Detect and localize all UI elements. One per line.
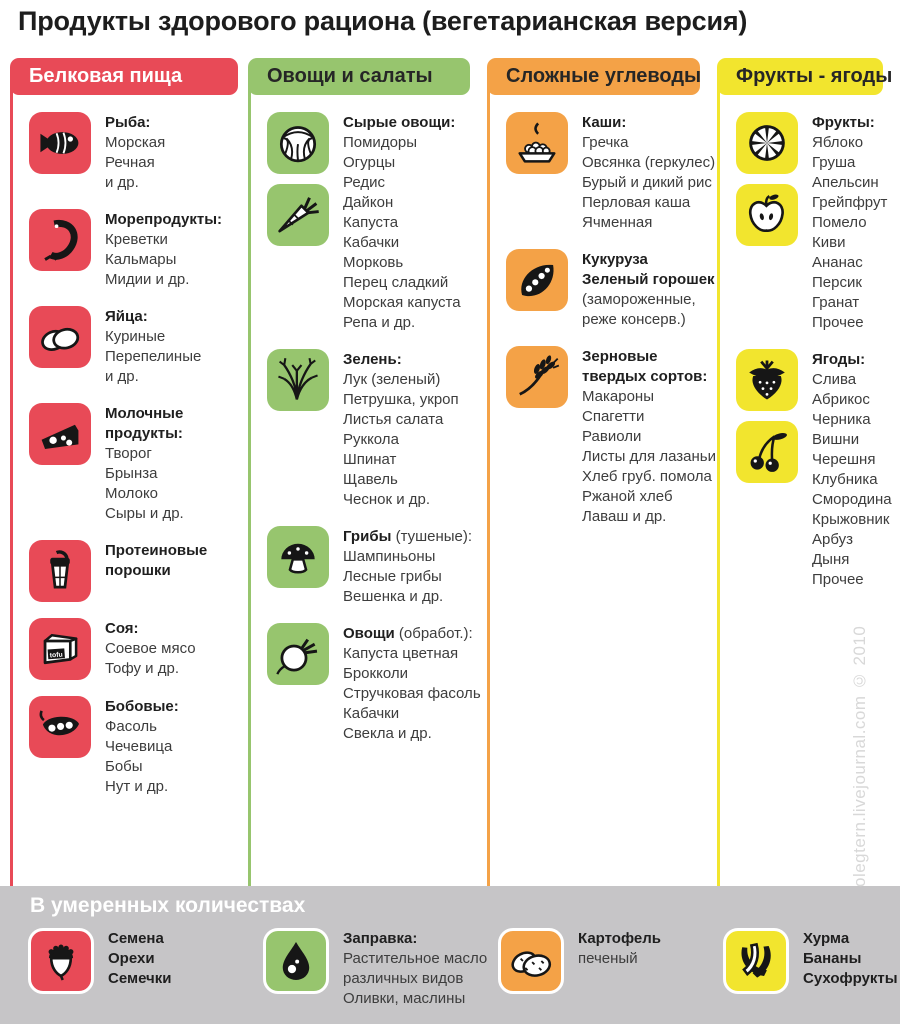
column-items — [717, 95, 892, 590]
item-icons — [267, 349, 329, 510]
item-icons — [723, 928, 789, 994]
item-title-bold: Каши: — [582, 114, 627, 131]
item-icons — [736, 349, 798, 590]
item-line: Бобы — [105, 758, 143, 775]
item-line-bold: Сухофрукты — [803, 970, 898, 987]
item-text — [343, 526, 472, 607]
item-line: Листы для лазаньи — [582, 448, 716, 465]
carrot-icon — [267, 184, 329, 246]
item-icons — [267, 526, 329, 607]
item-line: Капуста — [343, 214, 399, 231]
item-line: Перловая каша — [582, 194, 691, 211]
item-line: Прочее — [812, 571, 864, 588]
moderation-section-title: В умеренных количествах — [30, 894, 306, 917]
item-text — [582, 346, 716, 527]
item-line: Вешенка и др. — [343, 588, 444, 605]
watermark: olegtern.livejournal.com © 2010 — [850, 625, 869, 887]
item-line: Креветки — [105, 231, 168, 248]
item-line: Вишни — [812, 431, 860, 448]
item-title-line2: порошки — [105, 562, 171, 579]
item-title-bold: Морепродукты: — [105, 211, 223, 228]
item-line-bold: Семечки — [108, 970, 172, 987]
item-line: Стручковая фасоль — [343, 685, 481, 702]
item-line: Сыры и др. — [105, 505, 184, 522]
item-line: Помело — [812, 214, 867, 231]
column-header: Сложные углеводы — [487, 58, 700, 95]
food-item — [28, 928, 171, 994]
item-title-line2: продукты: — [105, 425, 183, 442]
eggs-icon — [29, 306, 91, 368]
item-text — [105, 209, 222, 290]
moderation-section — [0, 886, 900, 1024]
protein-shaker-icon — [29, 540, 91, 602]
item-title — [105, 307, 201, 327]
apple-icon — [736, 184, 798, 246]
item-title-bold: Бобовые: — [105, 698, 179, 715]
item-title-line2: твердых сортов: — [582, 368, 708, 385]
item-line: Перец сладкий — [343, 274, 449, 291]
item-line: Брынза — [105, 465, 158, 482]
item-line: и др. — [105, 368, 139, 385]
item-line: Редис — [343, 174, 385, 191]
item-title — [105, 541, 207, 561]
item-title-bold: Зерновые — [582, 348, 658, 365]
item-line: Нут и др. — [105, 778, 169, 795]
moderation-item — [263, 928, 487, 1009]
item-line: Морская капуста — [343, 294, 461, 311]
item-line: (замороженные, — [582, 291, 696, 308]
item-line: Слива — [812, 371, 857, 388]
item-title — [105, 697, 179, 717]
item-title — [578, 929, 661, 949]
item-line: Листья салата — [343, 411, 444, 428]
acorn-icon — [28, 928, 94, 994]
food-item — [267, 112, 470, 333]
item-line: Хлеб груб. помола — [582, 468, 712, 485]
item-line: Гречка — [582, 134, 629, 151]
item-icons — [29, 696, 91, 797]
food-item — [723, 928, 898, 994]
item-title-bold: Яйца: — [105, 308, 148, 325]
porridge-icon — [506, 112, 568, 174]
moderation-item — [723, 928, 898, 994]
item-line: Бурый и дикий рис — [582, 174, 712, 191]
item-icons — [29, 540, 91, 602]
item-line: Кабачки — [343, 234, 400, 251]
item-line: Фасоль — [105, 718, 157, 735]
herbs-icon — [267, 349, 329, 411]
item-line: Грейпфрут — [812, 194, 888, 211]
food-item — [29, 696, 238, 797]
item-line-bold: Хурма — [803, 930, 850, 947]
item-title-bold: Ягоды: — [812, 351, 866, 368]
item-line: Огурцы — [343, 154, 396, 171]
item-title — [582, 250, 715, 270]
column-items — [10, 95, 238, 797]
item-line: Арбуз — [812, 531, 853, 548]
item-text — [578, 928, 661, 994]
food-item — [267, 623, 481, 744]
cheese-icon — [29, 403, 91, 465]
item-line: Дайкон — [343, 194, 394, 211]
item-title-bold: Кукуруза — [582, 251, 648, 268]
column-protein-food — [10, 58, 238, 888]
item-title-bold: Рыба: — [105, 114, 151, 131]
item-title-note: (обработ.): — [394, 625, 473, 642]
page-title: Продукты здорового рациона (вегетарианская версия) — [18, 6, 748, 36]
item-text — [105, 403, 184, 524]
item-line: Клубника — [812, 471, 878, 488]
item-title-bold: Заправка: — [343, 930, 418, 947]
column-header: Белковая пища — [10, 58, 238, 95]
item-icons — [29, 403, 91, 524]
item-line: Петрушка, укроп — [343, 391, 459, 408]
item-text — [105, 306, 201, 387]
item-line: Морская — [105, 134, 166, 151]
item-line: Шампиньоны — [343, 548, 436, 565]
item-line: Гранат — [812, 294, 860, 311]
potato-icon — [498, 928, 564, 994]
item-title-bold: Протеиновые — [105, 542, 208, 559]
item-title — [582, 347, 716, 367]
item-line: Киви — [812, 234, 846, 251]
item-title-bold: Сырые овощи: — [343, 114, 456, 131]
item-line-bold: Семена — [108, 930, 164, 947]
food-item — [29, 618, 238, 680]
item-line: Прочее — [812, 314, 864, 331]
item-line: Чеснок и др. — [343, 491, 431, 508]
food-item — [736, 112, 888, 333]
column-vegetables-salads — [248, 58, 481, 888]
item-line: Дыня — [812, 551, 850, 568]
item-text — [343, 623, 481, 744]
item-line: Лук (зеленый) — [343, 371, 441, 388]
item-title — [343, 350, 459, 370]
cherry-icon — [736, 421, 798, 483]
item-line: Капуста цветная — [343, 645, 459, 662]
item-title-bold: Зелень: — [343, 351, 402, 368]
item-title-bold: Овощи — [343, 625, 395, 642]
item-icons — [28, 928, 94, 994]
fish-icon — [29, 112, 91, 174]
orange-slice-icon — [736, 112, 798, 174]
item-line: Тофу и др. — [105, 660, 179, 677]
item-text — [343, 349, 459, 510]
item-line: Чечевица — [105, 738, 173, 755]
item-text — [582, 112, 715, 233]
item-line: Творог — [105, 445, 152, 462]
item-icons — [498, 928, 564, 994]
food-item — [498, 928, 661, 994]
item-text — [108, 928, 171, 994]
item-title — [343, 624, 481, 644]
item-title — [343, 929, 487, 949]
food-item — [506, 249, 715, 330]
item-icons — [736, 112, 798, 333]
item-line: Ананас — [812, 254, 863, 271]
item-icons — [29, 112, 91, 193]
food-item — [29, 209, 238, 290]
item-line: Черника — [812, 411, 871, 428]
item-line: Лесные грибы — [343, 568, 442, 585]
item-line: Речная — [105, 154, 155, 171]
item-line: Соевое мясо — [105, 640, 196, 657]
item-line: Лаваш и др. — [582, 508, 667, 525]
food-item — [506, 112, 716, 233]
item-title-line2: Зеленый горошек — [582, 271, 715, 288]
item-text — [105, 112, 165, 193]
item-line: и др. — [105, 174, 139, 191]
item-line: Куриные — [105, 328, 166, 345]
beans-icon — [29, 696, 91, 758]
item-icons — [506, 112, 568, 233]
item-text — [105, 618, 196, 680]
item-title — [343, 527, 472, 547]
item-icons — [29, 306, 91, 387]
tofu-icon — [29, 618, 91, 680]
item-line: Помидоры — [343, 134, 418, 151]
item-line: Репа и др. — [343, 314, 416, 331]
food-item — [506, 346, 716, 527]
item-line: Яблоко — [812, 134, 864, 151]
item-title — [582, 113, 715, 133]
column-header: Овощи и салаты — [248, 58, 470, 95]
item-line: различных видов — [343, 970, 464, 987]
item-text — [343, 928, 487, 1009]
column-complex-carbs — [487, 58, 716, 888]
item-text — [105, 540, 207, 602]
item-line: Оливки, маслины — [343, 990, 466, 1007]
oil-drop-icon — [263, 928, 329, 994]
item-icons — [29, 618, 91, 680]
item-title-bold: Молочные — [105, 405, 184, 422]
item-line: Мидии и др. — [105, 271, 190, 288]
item-line: Равиоли — [582, 428, 642, 445]
item-line: Макароны — [582, 388, 654, 405]
peapod-icon — [506, 249, 568, 311]
item-line: Крыжовник — [812, 511, 890, 528]
item-line: Растительное масло — [343, 950, 488, 967]
item-title — [812, 113, 887, 133]
item-title-bold: Фрукты: — [812, 114, 875, 131]
moderation-item — [498, 928, 661, 994]
food-item — [29, 112, 238, 193]
item-icons — [267, 112, 329, 333]
item-line: Ржаной хлеб — [582, 488, 673, 505]
item-title — [105, 210, 222, 230]
shrimp-icon — [29, 209, 91, 271]
item-line: Апельсин — [812, 174, 879, 191]
item-text — [343, 112, 461, 333]
item-line: Ячменная — [582, 214, 653, 231]
item-line: печеный — [578, 950, 638, 967]
food-item — [267, 526, 473, 607]
item-line: Груша — [812, 154, 856, 171]
item-line: Брокколи — [343, 665, 408, 682]
item-line: Черешня — [812, 451, 876, 468]
svg-text:tofu: tofu — [49, 651, 63, 660]
item-line: Кабачки — [343, 705, 400, 722]
item-title-bold: Грибы — [343, 528, 392, 545]
item-text — [105, 696, 179, 797]
item-title — [343, 113, 461, 133]
item-icons — [267, 623, 329, 744]
strawberry-icon — [736, 349, 798, 411]
item-line: Свекла и др. — [343, 725, 432, 742]
item-line: Шпинат — [343, 451, 397, 468]
moderation-item — [28, 928, 171, 994]
item-icons — [263, 928, 329, 1009]
item-title-bold: Картофель — [578, 930, 661, 947]
column-items — [487, 95, 716, 527]
item-title — [105, 404, 184, 424]
item-line: Молоко — [105, 485, 159, 502]
item-title — [105, 113, 165, 133]
item-line: реже консерв.) — [582, 311, 686, 328]
mushroom-icon — [267, 526, 329, 588]
item-line: Абрикос — [812, 391, 870, 408]
item-line: Морковь — [343, 254, 404, 271]
food-item — [29, 306, 238, 387]
item-text — [582, 249, 715, 330]
item-icons — [506, 346, 568, 527]
item-line-bold: Бананы — [803, 950, 862, 967]
radish-icon — [267, 623, 329, 685]
item-line: Овсянка (геркулес) — [582, 154, 716, 171]
food-item — [267, 349, 470, 510]
item-line: Кальмары — [105, 251, 177, 268]
food-item — [263, 928, 487, 1009]
item-title-bold: Соя: — [105, 620, 139, 637]
item-line: Спагетти — [582, 408, 645, 425]
food-item — [29, 403, 238, 524]
item-line: Руккола — [343, 431, 399, 448]
banana-icon — [723, 928, 789, 994]
item-line: Щавель — [343, 471, 398, 488]
food-item — [29, 540, 238, 602]
cabbage-icon — [267, 112, 329, 174]
item-line: Смородина — [812, 491, 892, 508]
column-header: Фрукты - ягоды — [717, 58, 883, 95]
item-text — [803, 928, 898, 994]
item-line: Перепелиные — [105, 348, 202, 365]
item-icons — [29, 209, 91, 290]
wheat-icon — [506, 346, 568, 408]
item-title — [105, 619, 196, 639]
item-title-note: (тушеные): — [391, 528, 473, 545]
item-text — [812, 112, 887, 333]
column-items — [248, 95, 481, 744]
item-line: Персик — [812, 274, 862, 291]
item-line-bold: Орехи — [108, 950, 155, 967]
item-icons — [506, 249, 568, 330]
item-title — [812, 350, 892, 370]
